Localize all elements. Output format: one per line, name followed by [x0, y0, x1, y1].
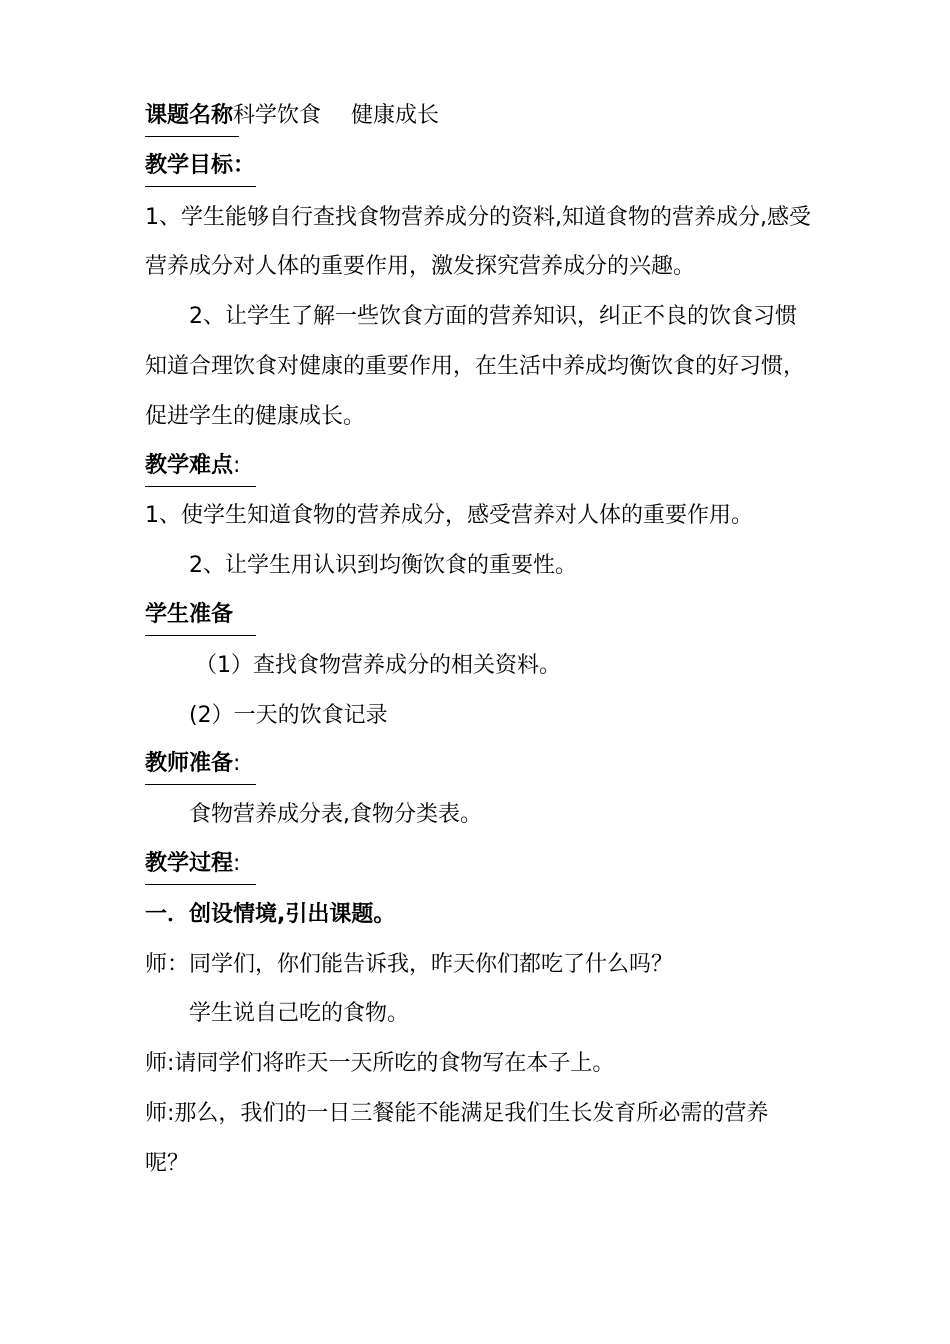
process-line-4a: 师:那么，我们的一日三餐能不能满足我们生长发育所必需的营养 — [145, 1101, 769, 1126]
difficulty-1: 1、使学生知道食物的营养成分，感受营养对人体的重要作用。 — [145, 503, 753, 528]
process-heading-colon: : — [233, 851, 241, 876]
lesson-title-text-b: 健康成长 — [351, 103, 440, 128]
difficulties-underline — [145, 486, 256, 487]
difficulties-heading-text: 教学难点 — [145, 453, 234, 478]
objective-1-line-1: 1、学生能够自行查找食物营养成分的资料,知道食物的营养成分,感受 — [145, 205, 811, 230]
student-prep-heading: 学生准备 — [145, 602, 234, 627]
teacher-prep-underline — [145, 784, 256, 785]
student-prep-item-1: （1）查找食物营养成分的相关资料。 — [195, 653, 561, 678]
difficulties-heading-colon: : — [233, 453, 241, 478]
objective-2-line-1: 2、让学生了解一些饮食方面的营养知识，纠正不良的饮食习惯 — [189, 304, 797, 329]
process-heading — [145, 849, 240, 879]
teacher-prep-item-1: 食物营养成分表,食物分类表。 — [189, 802, 482, 827]
process-line-3: 师:请同学们将昨天一天所吃的食物写在本子上。 — [145, 1051, 615, 1076]
process-line-1: 师：同学们，你们能告诉我，昨天你们都吃了什么吗？ — [145, 952, 674, 977]
objectives-heading: 教学目标： — [145, 153, 256, 178]
teacher-prep-heading — [145, 749, 240, 779]
lesson-title-text-a: 科学饮食 — [233, 103, 322, 128]
process-line-2: 学生说自己吃的食物。 — [189, 1001, 410, 1026]
title-underline — [145, 136, 239, 137]
objective-2-line-3: 促进学生的健康成长。 — [145, 404, 366, 429]
process-line-4b: 呢？ — [145, 1151, 190, 1176]
student-prep-underline — [145, 635, 256, 636]
process-underline — [145, 884, 256, 885]
difficulties-heading — [145, 451, 240, 481]
objective-1-line-2: 营养成分对人体的重要作用，激发探究营养成分的兴趣。 — [145, 254, 696, 279]
lesson-title — [145, 101, 439, 131]
teacher-prep-heading-colon: : — [233, 751, 241, 776]
process-heading-text: 教学过程 — [145, 851, 234, 876]
objective-2-line-2: 知道合理饮食对健康的重要作用，在生活中养成均衡饮食的好习惯， — [145, 354, 806, 379]
lesson-title-label: 课题名称 — [145, 103, 234, 128]
difficulty-2: 2、让学生用认识到均衡饮食的重要性。 — [189, 553, 577, 578]
objectives-underline — [145, 186, 256, 187]
process-section-1: 一．创设情境,引出课题。 — [145, 902, 396, 927]
student-prep-item-2: (2）一天的饮食记录 — [189, 703, 388, 728]
teacher-prep-heading-text: 教师准备 — [145, 751, 234, 776]
